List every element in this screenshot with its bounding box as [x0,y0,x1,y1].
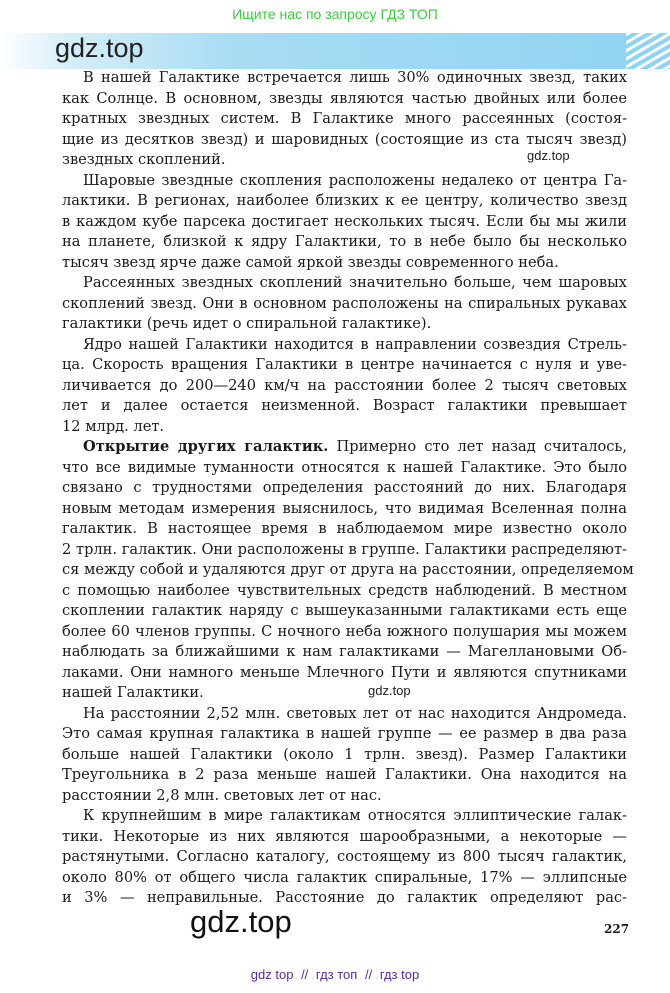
paragraph-line: на планете, близкой к ядру Галактики, то в небе было бы несколько [62,233,627,250]
footer-links [0,967,670,982]
paragraph-line: Шаровые звездные скопления расположены недалеко от центра Га- [83,171,627,189]
paragraph-line: растянутыми. Согласно каталогу, состоящему из 800 тысяч галактик, [62,848,627,865]
paragraph-line: Это самая крупная галактика в нашей группе — ее размер в два раза [62,725,627,742]
paragraph-line: личивается до 200—240 км/ч на расстоянии более 2 тысяч световых [62,376,627,394]
footer-link-gdz-top-mixed[interactable]: гдз top [379,967,420,982]
paragraph-line: лет и далее остается неизменной. Возраст галактики превышает [62,397,627,414]
paragraph-line: скоплении галактик наряду с вышеуказанными галактиками есть еще [62,602,627,619]
watermark: gdz.top [368,683,411,698]
paragraph-line: 2 трлн. галактик. Они расположены в группе. Галактики распределяют- [62,540,627,558]
paragraph-line: щие из десятков звезд) и шаровидных (состоящие из ста тысяч звезд) [62,130,627,148]
separator: // [301,967,309,982]
paragraph-line: галактики (речь идет о спиральной галактике). [62,315,432,332]
paragraph-line: нашей Галактики. [62,684,204,701]
paragraph-line: 12 млрд. лет. [62,417,165,435]
footer-link-gdz-top[interactable]: gdz top [250,967,294,982]
page-text [62,68,634,909]
paragraph-line: около 80% от общего числа галактик спиральные, 17% — эллипсные [62,868,627,886]
paragraph-line: Треугольника в 2 раза меньше нашей Галактики. Она находится на [62,766,627,783]
paragraph-line: ся между собой и удаляются друг от друга на расстоянии, определяемом [62,561,634,578]
paragraph-line: В нашей Галактике встречается лишь 30% одиночных звезд, таких [83,69,627,86]
paragraph-line: что все видимые туманности относятся к нашей Галактике. Это было [62,458,627,476]
paragraph-line: новым методам измерения выяснилось, что видимая Вселенная полна [62,499,627,517]
paragraph-line [62,437,627,458]
paragraph-line: и 3% — неправильные. Расстояние до галактик определяют рас- [62,889,627,906]
paragraph-line: в каждом кубе парсека достигает нескольких тысяч. Если бы мы жили [62,212,627,230]
paragraph-line: кратных звездных систем. В Галактике много рассеянных (состоя- [62,110,627,127]
paragraph-line: Ядро нашей Галактики находится в направлении созвездия Стрель- [83,335,627,353]
watermark: gdz.top [527,148,570,163]
paragraph-line: лаками. Они намного меньше Млечного Пути и являются спутниками [62,663,627,681]
footer-logo[interactable]: gdz.top [190,904,292,939]
paragraph-line: больше нашей Галактики (около 1 трлн. звезд). Размер Галактики [62,745,627,763]
paragraph-line: Рассеянных звездных скоплений значительно больше, чем шаровых [83,274,627,291]
paragraph-line: более 60 членов группы. С ночного неба южного полушария мы можем [62,622,627,640]
paragraph-line: скоплений звезд. Они в основном расположены на спиральных рукавах [62,294,627,312]
paragraph-line: галактик. В настоящее время в наблюдаемом мире известно около [62,520,627,537]
paragraph-line: К крупнейшим в мире галактикам относятся эллиптические галак- [83,807,627,824]
paragraph-line: тики. Некоторые из них являются шарообразными, а некоторые — [62,827,627,845]
page-number: 227 [604,922,630,936]
section-heading: Открытие других галактик. [83,438,329,455]
paragraph-line: лактики. В регионах, наиболее близких к ее центру, количество звезд [62,192,627,209]
paragraph-line: расстоянии 2,8 млн. световых лет от нас. [62,786,382,804]
paragraph-line: тысяч звезд ярче даже самой яркой звезды современного неба. [62,253,559,271]
paragraph-line: с помощью наиболее чувствительных средств наблюдений. В местном [62,581,627,599]
paragraph-line: как Солнце. В основном, звезды являются частью двойных или более [62,89,627,107]
paragraph-line: звездных скоплений. [62,151,226,168]
search-hint: Ищите нас по запросу ГДЗ ТОП [232,6,438,22]
footer-link-gdz-top-ru[interactable]: гдз топ [315,967,358,982]
paragraph-line: На расстоянии 2,52 млн. световых лет от нас находится Андромеда. [83,704,627,722]
paragraph-line: ца. Скорость вращения Галактики в центре начинается с нуля и уве- [62,356,627,373]
paragraph-line: наблюдать за ближайшими к нам галактиками — Магеллановыми Об- [62,643,627,660]
paragraph-line: связано с трудностями определения расстояний до них. Благодаря [62,479,627,496]
separator: // [364,967,373,982]
header-stripes [626,33,670,69]
site-logo[interactable]: gdz.top [55,33,144,63]
paragraph-text: Примерно сто лет назад считалось, [328,438,628,455]
